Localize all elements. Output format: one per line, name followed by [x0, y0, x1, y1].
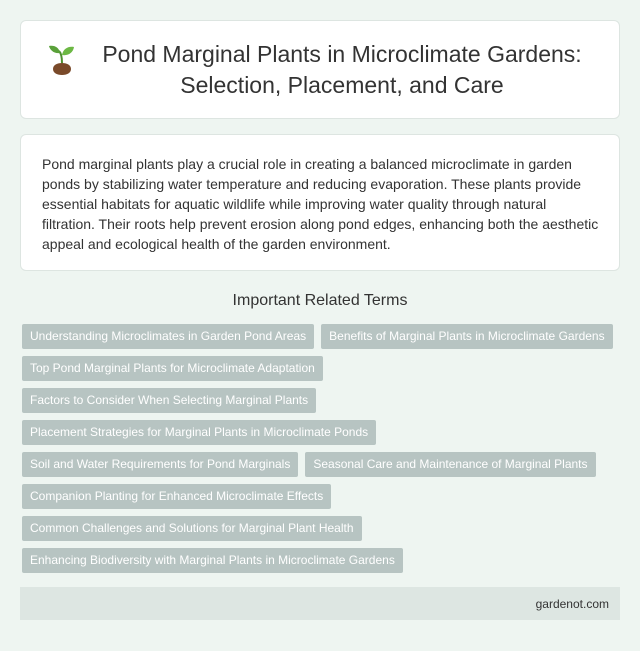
- footer-site-link[interactable]: gardenot.com: [535, 596, 609, 611]
- term-tag[interactable]: Placement Strategies for Marginal Plants in Microclimate Ponds: [22, 420, 376, 445]
- term-tag[interactable]: Benefits of Marginal Plants in Microclimate Gardens: [321, 324, 612, 349]
- page-title: Pond Marginal Plants in Microclimate Gardens: Selection, Placement, and Care: [102, 40, 582, 98]
- intro-card: [20, 134, 620, 271]
- term-tag[interactable]: Factors to Consider When Selecting Marginal Plants: [22, 388, 316, 413]
- term-tag[interactable]: Companion Planting for Enhanced Microclimate Effects: [22, 484, 331, 509]
- title-wrap: [48, 39, 592, 101]
- term-tag[interactable]: Understanding Microclimates in Garden Pond Areas: [22, 324, 314, 349]
- related-terms-list: [22, 324, 622, 573]
- intro-paragraph: Pond marginal plants play a crucial role in creating a balanced microclimate in garden ponds by stabilizing water temperature and reducing evaporation. These plants provide essential habitats for aquatic wildlife while improving water quality through natural filtration. Their roots help prevent erosion along pond edges, enhancing both the aesthetic appeal and ecological health of the garden environment.: [42, 156, 599, 252]
- sprout-icon: [48, 43, 76, 77]
- term-tag[interactable]: Common Challenges and Solutions for Marginal Plant Health: [22, 516, 362, 541]
- related-terms-heading: Important Related Terms: [232, 292, 408, 309]
- footer: [20, 587, 620, 620]
- term-tag[interactable]: Top Pond Marginal Plants for Microclimate Adaptation: [22, 356, 323, 381]
- title-card: [20, 20, 620, 119]
- term-tag[interactable]: Enhancing Biodiversity with Marginal Plants in Microclimate Gardens: [22, 548, 403, 573]
- term-tag[interactable]: Seasonal Care and Maintenance of Marginal Plants: [305, 452, 595, 477]
- term-tag[interactable]: Soil and Water Requirements for Pond Marginals: [22, 452, 298, 477]
